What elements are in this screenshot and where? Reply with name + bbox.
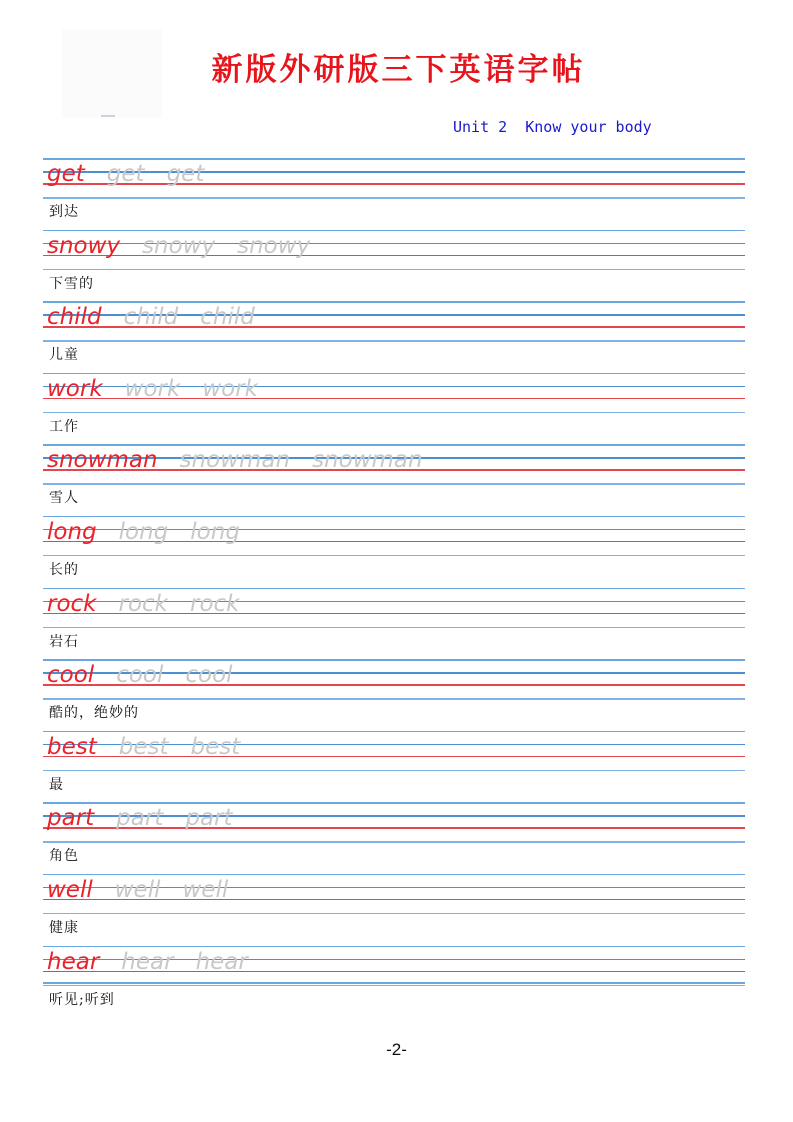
guide-line-bottom xyxy=(43,627,745,629)
word-example: get xyxy=(47,161,85,187)
copybook-row xyxy=(43,731,745,803)
word-trace: work xyxy=(124,375,181,402)
copybook-row xyxy=(43,874,745,946)
word-trace: cool xyxy=(185,662,233,689)
logo-caption xyxy=(101,115,115,117)
word-meaning: 雪人 xyxy=(49,490,79,507)
copybook-row xyxy=(43,158,745,230)
word-trace: part xyxy=(185,805,233,832)
word-trace: best xyxy=(118,733,169,760)
word-trace: rock xyxy=(190,590,240,617)
word-trace: cool xyxy=(116,662,164,689)
copybook-row xyxy=(43,230,745,302)
word-trace: rock xyxy=(118,590,168,617)
unit-subtitle: Unit 2 Know your body xyxy=(453,118,652,136)
guide-line-bottom xyxy=(43,412,745,414)
guide-line-bottom xyxy=(43,698,745,700)
word-group xyxy=(47,590,262,616)
word-trace: get xyxy=(106,161,145,187)
word-trace: snowy xyxy=(237,232,311,259)
page-number: -2- xyxy=(386,1040,407,1059)
word-trace: get xyxy=(166,161,205,187)
page-title: 新版外研版三下英语字帖 xyxy=(211,52,586,88)
word-example: hear xyxy=(47,948,100,975)
word-example: part xyxy=(47,805,95,832)
word-trace: snowman xyxy=(179,447,291,474)
copybook-row xyxy=(43,516,745,588)
guide-line-bottom xyxy=(43,197,745,199)
word-trace: long xyxy=(118,518,169,545)
word-group xyxy=(47,518,262,544)
word-meaning: 健康 xyxy=(49,919,79,936)
copybook-row xyxy=(43,659,745,731)
word-trace: long xyxy=(190,518,240,545)
word-meaning: 岩石 xyxy=(49,633,79,650)
word-group xyxy=(47,160,226,186)
guide-line-bottom xyxy=(43,555,745,557)
guide-line-bottom xyxy=(43,340,745,342)
guide-line-bottom xyxy=(43,269,745,271)
word-group xyxy=(47,661,255,687)
word-group xyxy=(47,303,277,329)
word-example: work xyxy=(47,375,103,402)
word-example: best xyxy=(47,733,97,760)
copybook-rows xyxy=(43,158,745,1017)
word-trace: child xyxy=(123,304,179,331)
word-example: long xyxy=(47,518,97,545)
word-group xyxy=(47,876,250,902)
word-meaning: 下雪的 xyxy=(49,275,94,292)
guide-line-bottom xyxy=(43,913,745,915)
word-trace: well xyxy=(182,876,229,903)
word-meaning: 工作 xyxy=(49,418,79,435)
guide-line-bottom xyxy=(43,985,745,987)
word-meaning: 长的 xyxy=(49,561,79,578)
copybook-row xyxy=(43,588,745,660)
word-group xyxy=(47,733,262,759)
word-trace: snowy xyxy=(142,232,216,259)
word-trace: work xyxy=(202,375,259,402)
word-example: rock xyxy=(47,590,97,617)
word-meaning: 角色 xyxy=(49,848,79,865)
copybook-row xyxy=(43,444,745,516)
word-example: snowy xyxy=(47,232,121,259)
word-trace: hear xyxy=(121,948,174,975)
word-example: cool xyxy=(47,662,95,689)
word-trace: best xyxy=(190,733,241,760)
word-trace: child xyxy=(200,304,255,331)
word-group xyxy=(47,948,270,974)
word-example: well xyxy=(47,876,93,903)
word-trace: hear xyxy=(195,948,248,975)
word-group xyxy=(47,446,445,472)
word-group xyxy=(47,232,332,258)
word-group xyxy=(47,375,280,401)
guide-line-bottom xyxy=(43,483,745,485)
word-meaning: 酷的，绝妙的 xyxy=(49,705,139,722)
word-trace: part xyxy=(116,805,164,832)
copybook-row xyxy=(43,373,745,445)
word-group xyxy=(47,804,255,830)
word-trace: snowman xyxy=(312,447,423,474)
guide-line-bottom xyxy=(43,770,745,772)
word-trace: well xyxy=(114,876,161,903)
word-meaning: 到达 xyxy=(49,204,79,220)
word-example: child xyxy=(47,304,102,331)
copybook-row xyxy=(43,301,745,373)
guide-line-bottom xyxy=(43,841,745,843)
word-meaning: 儿童 xyxy=(49,347,79,364)
copybook-row xyxy=(43,802,745,874)
word-meaning: 听见;听到 xyxy=(49,991,115,1008)
word-meaning: 最 xyxy=(49,776,64,793)
word-example: snowman xyxy=(47,447,158,474)
guide-line-final xyxy=(43,982,745,984)
